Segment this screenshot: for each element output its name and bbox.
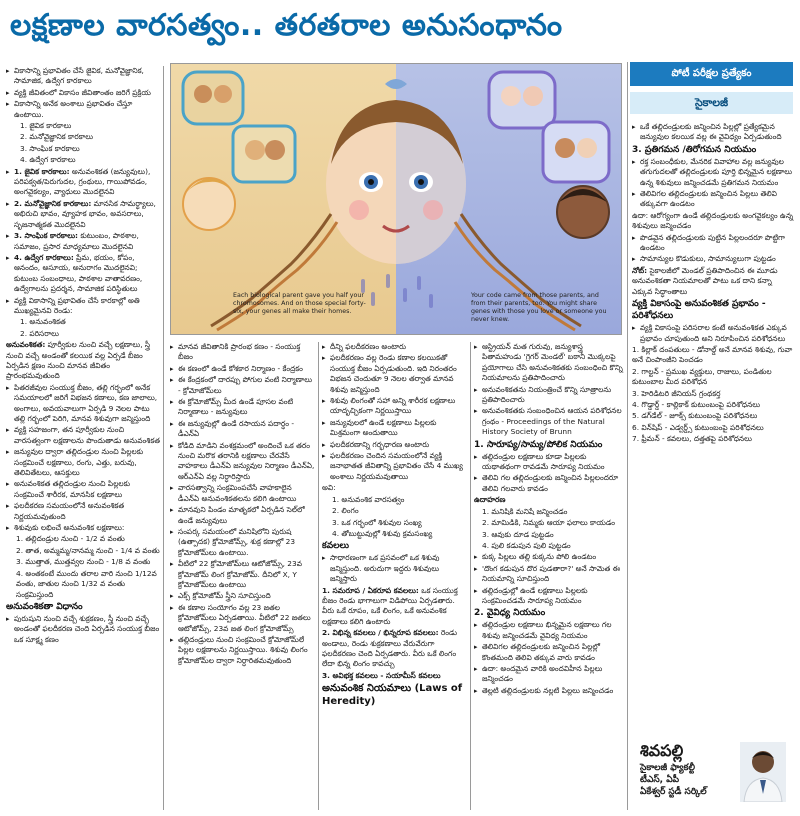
paragraph: ▸ వీటిలో 22 క్రోమోజోమ్‌లు ఆటోజోమ్స్, 23వ క్రోమోజోమ్ లింగ క్రోమోజోమ్. దీనిలో X, Y క్రోమోజోమ్‌లు ఉంటాయి bbox=[170, 559, 315, 590]
paragraph: ▸ తల్లిదండ్రుల్లో ఉండే లక్షణాలు పిల్లలకు సంక్రమించడమే సారూప్య నియమం bbox=[474, 586, 624, 607]
section-heading: 3. ప్రతిగమన /తిరోగమన నియమం bbox=[632, 144, 757, 155]
column-divider bbox=[163, 66, 164, 810]
author-text bbox=[640, 740, 735, 798]
text: అనువంశికత (జన్యువులు), పరిపక్వత/పెరుగుదల, గ్రంథులు, గాయిపోవడం, అంగవైకల్యం, వ్యాధులు మొదలైనవి bbox=[14, 166, 151, 197]
paragraph: ▸ రక్త సంబంధీకుల, మేనరిక వివాహాల వల్ల జన్యువుల తగుగుదలతో తల్లిదండ్రులకు పూర్తి భిన్నమైన లక్షణాలు ఉన్న శిశువులు జన్మించడమే ప్రతిగమన నియమం bbox=[632, 157, 794, 188]
label: అవి: bbox=[322, 483, 336, 493]
paragraph: ▸ తెలివిగల తల్లిదండ్రులకు జన్మించిన పిల్లలు తెలివి తక్కువగా ఉండటం bbox=[632, 189, 794, 210]
paragraph: ▸ ఆస్ట్రియన్ మత గురువు, జన్యుశాస్త్ర పితామహుడు 'గ్రెగర్ మెండల్' బఠానీ మొక్కలపై ప్రయోగాలు చేసి అనువంశికతకు సంబంధించి కొన్ని నియమాలను ప్రతిపాదించారు bbox=[474, 342, 624, 384]
paragraph: ▸ వ్యక్తి జీవితంలో వికాసం జీవితాంతం జరిగే ప్రక్రియ bbox=[6, 88, 160, 98]
paragraph: ఉదా: ఆరోగ్యంగా ఉండే తల్లిదండ్రులకు అంగవైకల్యం ఉన్న శిశువులు జన్మించడం bbox=[632, 210, 794, 231]
list-item: 3. ఆవుకు దూడ పుట్టడం bbox=[482, 529, 554, 539]
author-name: శివపల్లి bbox=[640, 741, 684, 760]
subject-title: సైకాలజీ bbox=[630, 92, 793, 114]
paragraph: ▸ సాధారణంగా ఒక ప్రసవంలో ఒక శిశువు జన్మిస్తుంది. అరుదుగా ఇద్దరు శిశువులు జన్మిస్తారు bbox=[322, 553, 467, 584]
list-item: 3. సాంఘిక కారకాలు bbox=[20, 143, 80, 153]
column-divider bbox=[627, 62, 628, 810]
paragraph: ▸ ఫలదీకరణ సమయంలోనే అనువంశికత నిర్ణయమవుతుంది bbox=[6, 501, 160, 522]
term: అనువంశికత: bbox=[6, 340, 46, 350]
term: 1. సమరూప / ఏకరూప కవలలు: bbox=[322, 585, 419, 595]
person-photo-icon bbox=[740, 742, 786, 802]
column-3 bbox=[322, 342, 467, 814]
paragraph: ▸ 'దొంగ కడుపున దొర పుడతారా?' అనే సామెత ఈ నియమాన్ని సూచిస్తుంది bbox=[474, 564, 624, 585]
list-item: 1. అనువంశిక వారసత్వం bbox=[332, 494, 405, 504]
list-item: 2. పరిసరాలు bbox=[20, 328, 59, 338]
paragraph: ▸ ఫలదీకరణాన్ని గర్భధారణ అంటారు bbox=[322, 440, 467, 450]
paragraph: ▸ తల్లిదండ్రులు నుంచి సంక్రమించే క్రోమోజోమ్‌లే పిల్లల లక్షణాలను నిర్ణయిస్తాయి. శిశువు లింగం క్రోమోజోమ్‌ల ద్వారా నిర్ధారితమవుతుంది bbox=[170, 635, 315, 666]
list-item: 4. గొడ్డార్డ్ - కాల్లికాక్ కుటుంబంపై పరిశోధనలు bbox=[632, 399, 761, 409]
paragraph: ▸ ఈ కణాల సంయోగం వల్ల 23 జతల క్రోమోజోమ్‌లు ఏర్పడతాయి. వీటిలో 22 జతలు ఆటోజోమ్స్, 23వ జత లింగ క్రోమోజోమ్స్ bbox=[170, 603, 315, 634]
paragraph: ▸ ఫలదీకరణం వల్ల రెండు కణాల కలయికతో సంయుక్త బీజం ఏర్పడుతుంది. ఇది నిరంతరం విభజన చెందుతూ 9 నెలల తర్వాత మానవ శిశువు జన్మిస్తుంది bbox=[322, 353, 467, 395]
paragraph: ▸ ఉదా: అందమైన వారికి అందవిహీన పిల్లలు జన్మించడం bbox=[474, 664, 624, 685]
boy-portrait-left bbox=[183, 178, 235, 230]
paragraph: ▸ తెల్లటి తల్లిదండ్రులకు నల్లటి పిల్లలు జన్మించడం bbox=[474, 686, 624, 696]
paragraph: 3. అవిభక్త కవలలు - సయామీస్ కవలలు bbox=[322, 670, 441, 680]
term: 4. ఉద్వేగ కారకాలు: bbox=[14, 252, 74, 262]
list-item: 1. మనిషికి మనిషే జన్మించడం bbox=[482, 506, 568, 516]
paragraph: ▸ వ్యక్తి వికాసంపై పరిసరాల కంటే అనువంశికత ఎక్కువ ప్రభావం చూపుతుంది అని నిరూపించిన పరిశోధనలు bbox=[632, 323, 794, 344]
term: 3. సాంఘిక కారకాలు: bbox=[14, 231, 79, 241]
paragraph: ▸ అనువంశికత తల్లిదండ్రుల నుంచి పిల్లలకు సంక్రమించే శారీరక, మానసిక లక్షణాలు bbox=[6, 479, 160, 500]
list-item: 4. అంతకంటే ముందు తరాల వారి నుంచి 1/12వ వంతు, జాతుల నుంచి 1/32 వ వంతు సంక్రమిస్తుంది bbox=[16, 568, 157, 599]
figure-caption-right: Your code came from those parents, and from their parents, too. You might share genes with those you love or someone you never knew. bbox=[471, 292, 607, 323]
text: కుటుంబం, పాఠశాల, సమాజం, ప్రసార మాధ్యమాలు మొదలైనవి bbox=[14, 231, 139, 251]
paragraph bbox=[6, 253, 160, 295]
paragraph: ▸ పురుషుని నుంచి వచ్చే శుక్రకణం, స్త్రీ నుంచి వచ్చే అండంతో ఫలదీకరణ చెంది ఏర్పడిన సంయుక్త బీజం ఒక సూక్ష్మ కణం bbox=[6, 614, 160, 645]
list-item: 4. పులి కడుపున పులి పుట్టడం bbox=[482, 540, 571, 550]
text: ఒక సంయుక్త బీజం రెండు భాగాలుగా విడిపోయి ఏర్పడతారు. వీరు ఒకే రూపం, ఒకే లింగం, ఒకే అనువంశిక లక్షణాలు కలిగి ఉంటారు bbox=[322, 585, 458, 626]
paragraph: ▸ జన్యువులలో ఉండే లక్షణాలు పిల్లలకు మిశ్రమంగా అందుతాయి bbox=[322, 418, 467, 439]
paragraph: ▸ శిశువుకు లభించే అనువంశిక లక్షణాలు: bbox=[6, 523, 160, 533]
grandparents-portrait-right bbox=[489, 72, 555, 128]
paragraph: ▸ అనువంశికతకు సంబంధించిన ఆయన పరిశోధనల గ్రంథం - Proceedings of the Natural History Society of Brunn bbox=[474, 406, 624, 437]
author-photo bbox=[740, 742, 786, 802]
list-item: 4. తోబుట్టువుల్లో శిశువు క్రమసంఖ్య bbox=[332, 528, 433, 538]
paragraph: ▸ వ్యక్తి వికాసాన్ని ప్రభావితం చేసే కారకాల్లో అతి ముఖ్యమైనవి రెండు: bbox=[6, 296, 160, 317]
section-heading: 2. వైవిధ్య నియమం bbox=[474, 608, 546, 619]
term: 2. విభిన్న కవలలు / భిన్నరూప కవలలు: bbox=[322, 628, 439, 638]
text: రెండు అండాలు, రెండు శుక్రకణాలు వేరువేరుగా ఫలదీకరణం చెంది ఏర్పడతారు. వీరు ఒకే లింగం లేదా భిన్న లింగం కావచ్చు bbox=[322, 628, 458, 669]
text: మానసిక సామర్థ్యాలు, అభిరుచి భావం, వ్యూహక భావం, అవసరాలు, సృజనాత్మకత మొదలైనవి bbox=[14, 198, 156, 229]
list-item: 3. ముత్తాత, ముత్తవ్వల నుంచి - 1/8 వ వంతు bbox=[16, 557, 151, 567]
parents-portrait-left bbox=[233, 126, 295, 182]
boy-portrait-right bbox=[557, 186, 609, 238]
text: ప్రేమ, భయం, కోపం, ఆనందం, అసూయ, అనురాగం మొదలైనవి; కుటుంబ సంబంధాలు, పాఠశాల వాతావరణం, ఉద్వేగాలను ప్రదర్శన, సామాజిక పరిస్థితులు bbox=[14, 252, 143, 294]
paragraph: ▸ తెలివిగల తల్లిదండ్రులకు జన్మించిన పిల్లల్లో కొంతమంది తెలివి తక్కువ వారు కావడం bbox=[474, 642, 624, 663]
term: 1. జైవిక కారకాలు: bbox=[14, 166, 70, 176]
paragraph: ▸ జన్యువుల ద్వారా తల్లిదండ్రుల నుంచి పిల్లలకు సంక్రమించే లక్షణాలు, రంగు, ఎత్తు, బరువు, తెలివితేటలు, ఆసక్తులు bbox=[6, 447, 160, 478]
paragraph bbox=[6, 340, 160, 382]
section-heading: 1. సారూప్య/సామ్య/పోలిక నియమం bbox=[474, 439, 603, 450]
author-role: సైకాలజీ ఫ్యాకల్టీ bbox=[640, 763, 695, 773]
list-item: 5. డగ్‌డేల్ - జూక్స్ కుటుంబంపై పరిశోధనలు bbox=[632, 411, 758, 421]
parents-portrait-right bbox=[543, 122, 609, 182]
paragraph: ▸ శిశువు లింగంతో సహా అన్ని శారీరక లక్షణాలు యాదృచ్ఛికంగా నిర్ణయిస్తాయి bbox=[322, 396, 467, 417]
column-divider bbox=[470, 342, 471, 810]
column-2 bbox=[170, 342, 315, 814]
author-credit bbox=[640, 740, 790, 814]
list-item: 1. జైవిక కారకాలు bbox=[20, 121, 72, 131]
paragraph: ▸ వ్యక్తి సహజంగా, తన పూర్వీకుల నుంచి వారసత్వంగా లక్షణాలను పొందుతాడు అనువంశికత bbox=[6, 425, 160, 446]
competitive-exams-banner: పోటీ పరీక్షల ప్రత్యేకం bbox=[630, 62, 793, 86]
paragraph bbox=[6, 231, 160, 252]
list-item: 6. విన్‌షిప్ - ఎడ్వర్డ్స్ కుటుంబంపై పరిశోధనలు bbox=[632, 422, 764, 432]
paragraph: ▸ మానవుని పిండం మాతృకలో ఏర్పడిన సెల్‌లో ఉండే జన్యువులు bbox=[170, 505, 315, 526]
paragraph: ▸ అనువంశికతను నియంత్రించే కొన్ని సూత్రాలను ప్రతిపాదించారు bbox=[474, 385, 624, 406]
paragraph: ▸ వారసత్వాన్ని సంక్రమింపచేసే వాహకాలైన డీఎన్ఏ అనువంశికతలను కలిగి ఉంటాయి bbox=[170, 483, 315, 504]
paragraph bbox=[632, 266, 794, 297]
text: పూర్వీకుల నుంచి వచ్చే లక్షణాలు, స్త్రీ నుంచి వచ్చే అండంతో కలయిక వల్ల ఏర్పడే బీజం ఏర్పడిన క్షణం నుంచి మానవ జీవితం ప్రారంభమవుతుంది bbox=[6, 340, 151, 381]
list-item: 2. మనోవైజ్ఞానిక కారకాలు bbox=[20, 132, 94, 142]
paragraph: ▸ కుక్క పిల్లలు తల్లి కుక్కను పోలి ఉండటం bbox=[474, 552, 624, 562]
illustration-figure bbox=[170, 63, 622, 335]
left-column bbox=[6, 66, 160, 814]
section-heading: అనువంశిక నియమాలు (Laws of Heredity) bbox=[322, 683, 463, 708]
paragraph: ▸ ఈ కణంలో ఉండే కోశకార నిర్మాణం - కేంద్రకం bbox=[170, 364, 315, 374]
column-4 bbox=[474, 342, 624, 814]
paragraph: ▸ సంపర్క సమయంలో మనిషిలోని పురుష (ఉత్పాదక) క్రోమోజోమ్స్, శుక్ర కణాల్లో 23 క్రోమోజోమ్‌లు ఉంటాయి. bbox=[170, 527, 315, 558]
list-item: 1. తల్లిదండ్రుల నుంచి - 1/2 వ వంతు bbox=[16, 534, 125, 544]
paragraph: ▸ సామాన్యుల కొడుకులు, సామాన్యులుగా పుట్టడం bbox=[632, 254, 794, 264]
paragraph: ▸ కోడిది మాడిని వంశక్రమంలో అందించే ఒక తరం నుంచి మరొక తరానికి లక్షణాలు చేరవేసే వాహకాలు డీఎన్ఏ జన్యువుల నిర్మాణం డీఎన్ఏ, ఆర్ఎన్ఏ వల్ల నిర్ధారిస్తారు bbox=[170, 441, 315, 483]
list-item: 3. ఒక గర్భంలో శిశువుల సంఖ్య bbox=[332, 517, 422, 527]
paragraph: ▸ తెలివి గల తల్లిదండ్రులకు జన్మించిన పిల్లలందరూ తెలివి గలవారు కావడం bbox=[474, 473, 624, 494]
list-item: 2. లింగం bbox=[332, 506, 359, 516]
author-org: ఏకేశ్వర్ స్టడీ సర్కిల్ bbox=[640, 787, 707, 797]
paragraph: ▸ పొడవైన తల్లిదండ్రులకు పుట్టిన పిల్లలందరూ పొట్టిగా ఉండటం bbox=[632, 233, 794, 254]
paragraph: ▸ మానవ జీవితానికి ప్రారంభ కణం - సంయుక్త బీజం bbox=[170, 342, 315, 363]
author-org: టీఎస్, ఏపీ bbox=[640, 775, 680, 785]
list-item: 1. కిల్లాక్ దంపతులు - డోనాల్డ్ అనే మానవ శిశువు, గువా అనే చింపాంజీని పెంచడం bbox=[632, 344, 793, 365]
list-item: 1. అనువంశికత bbox=[20, 317, 66, 327]
list-item: 2. మామిడికి, నిమ్మకు ఆయా ఫలాలు కాయడం bbox=[482, 518, 615, 528]
list-item: 2. తాత, అమ్మమ్మ/నానమ్మ నుంచి - 1/4 వ వంతు bbox=[16, 545, 160, 555]
list-item: 4. ఉద్వేగ కారకాలు bbox=[20, 155, 76, 165]
paragraph: ▸ తల్లిదండ్రుల లక్షణాలు భిన్నమైన లక్షణాలు గల శిశువు జన్మించడమే వైవిధ్య నియమం bbox=[474, 620, 624, 641]
paragraph: ▸ ఫలదీకరణం చెందిన సమయంలోనే వ్యక్తి జనాభాతత జీవితాన్ని ప్రభావితం చేసే 4 ముఖ్య అంశాలు నిర్ణయమవుతాయి bbox=[322, 451, 467, 482]
paragraph: ▸ ఈ జన్యువుల్లో ఉండే రసాయన పదార్థం - డీఎన్ఏ bbox=[170, 419, 315, 440]
figure-caption-left: Each biological parent gave you half your chromosomes. And on those special forty-six, your genes all make their homes. bbox=[233, 292, 366, 315]
paragraph: ▸ ఈ క్రోమోజోమ్స్ మీద ఉండే పూసల వంటి నిర్మాణాలు - జన్యువులు bbox=[170, 397, 315, 418]
paragraph: ▸ వికాసాన్ని ప్రభావితం చేసే జైవిక, మనోవైజ్ఞానిక, సామాజిక, ఉద్వేగ కారకాలు bbox=[6, 66, 160, 87]
paragraph: ▸ దీన్ని ఫలదీకరణం అంటారు bbox=[322, 342, 467, 352]
section-heading: వ్యక్తి వికాసంపై అనువంశికత ప్రభావం - పరిశోధనలు bbox=[632, 299, 766, 322]
paragraph bbox=[322, 586, 467, 628]
list-item: 3. హెరిడిటరి జీనియస్ గ్రంథకర్త bbox=[632, 388, 721, 398]
list-item: 7. ఫ్రీమన్ - కవలలు, దత్తతపై పరిశోధనలు bbox=[632, 434, 752, 444]
term: 2. మనోవైజ్ఞానిక కారకాలు: bbox=[14, 198, 92, 208]
paragraph: ▸ పితరజీవుల సంయుక్త బీజం, తల్లి గర్భంలో అనేక సమయాలలో జరిగే విభజన కణాలు, కణ జాలాలు, అంగాలు, అవయవాలుగా ఏర్పడి 9 నెలల పాటు తల్లి గర్భంలో పెరిగి, మానవ శిశువుగా జన్మిస్తుంది bbox=[6, 383, 160, 425]
paragraph: ▸ తల్లిదండ్రుల లక్షణాలు కూడా పిల్లలకు యథాతథంగా రావడమే సారూప్య నియమం bbox=[474, 452, 624, 473]
right-column bbox=[632, 122, 794, 734]
list-item: 2. గాల్టన్ - ప్రముఖ వ్యక్తులు, రాజులు, పండితుల కుటుంబాల మీద పరిశోధన bbox=[632, 366, 772, 387]
paragraph bbox=[6, 167, 160, 198]
paragraph: ▸ వికాసాన్ని అనేక అంశాలు ప్రభావితం చేస్తూ ఉంటాయి. bbox=[6, 99, 160, 120]
text: సైకాలజీలో మెండల్ ప్రతిపాదించిన ఈ మూడు అనువంశికతా నియమాలతో పాటు ఒక దాని కన్నా ఎక్కువ సిద్ధాంతాలు bbox=[632, 265, 778, 296]
term: నోట్: bbox=[632, 265, 648, 275]
section-heading: అనువంశికతా విధానం bbox=[6, 601, 83, 612]
label: ఉదాహరణ bbox=[474, 495, 506, 505]
grandparents-portrait-left bbox=[183, 72, 243, 124]
paragraph bbox=[322, 628, 467, 670]
paragraph bbox=[6, 199, 160, 230]
headline: లక్షణాల వారసత్వం.. తరతరాల అనుసంధానం bbox=[10, 8, 563, 43]
paragraph: ▸ ఒకే తల్లిదండ్రులకు జన్మించిన పిల్లల్లో ప్రత్యేకమైన జన్యువుల కలయిక వల్ల ఈ వైవిధ్యం ఏర్పడుతుంది bbox=[632, 122, 794, 143]
section-heading: కవలలు bbox=[322, 541, 349, 552]
paragraph: ▸ ఈ కేంద్రకంలో దారప్పు పోగుల వంటి నిర్మాణాలు - క్రోమోజోమ్‌లు bbox=[170, 375, 315, 396]
paragraph: ▸ ఎక్స్ క్రోమోజోమ్ స్త్రీని సూచిస్తుంది bbox=[170, 591, 315, 601]
column-divider bbox=[318, 342, 319, 810]
